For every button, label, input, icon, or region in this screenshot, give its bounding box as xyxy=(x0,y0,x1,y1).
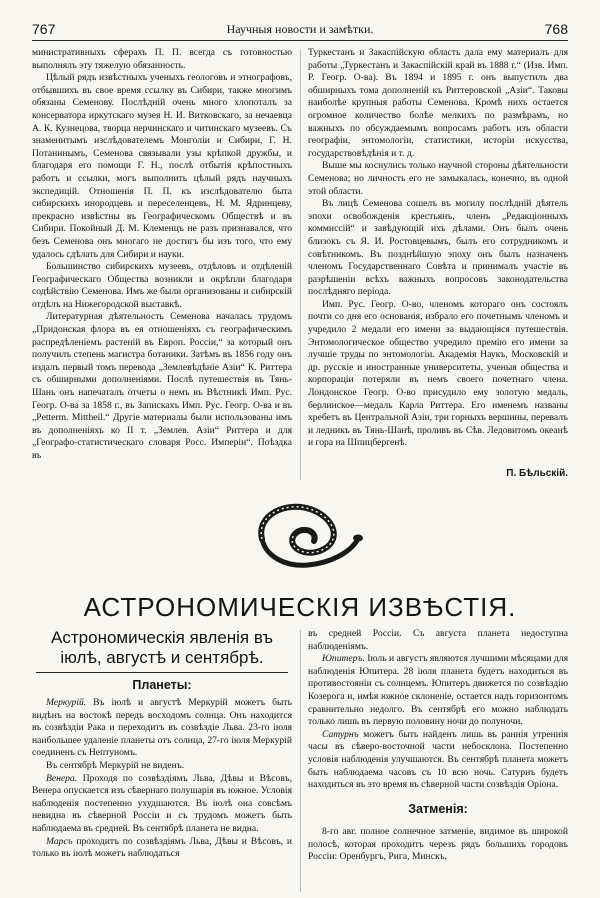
paragraph: Выше мы коснулись только научной стороны дѣятельности Семенова; но личность его не замыкалась, конечно, въ одной этой области. xyxy=(308,160,568,197)
paragraph: Литературная дѣятельность Семенова началась трудомъ „Придонская флора въ ея отношеніяхъ съ географическимъ распредѣленіемъ растеній въ Европ. Россіи,“ за который онъ получилъ степень магистра ботаники. Затѣмъ въ 1856 году онъ издалъ первый томъ перевода „Землевѣдѣніе Азіи“ К. Риттера съ обширными дополненіями. Послѣ путешествія въ Тянь-Шань онъ напечаталъ отчеты о немъ въ Вѣстникѣ Имп. Рус. Геогр. О-ва за 1858 г., въ Запискахъ Имп. Рус. Геогр. О-ва и въ „Petterm. Mittheil.“ Другіе материалы были использованы имъ въ дополненіяхъ ко II т. „Землев. Азіи“ Риттера и для „Географо-статистическаго словаря Росс. Имперіи“. Поѣздка въ xyxy=(32,311,292,461)
running-title: Научныя новости и замѣтки. xyxy=(226,22,374,36)
page-number-left: 767 xyxy=(32,21,56,37)
article-title: Астрономическія явленія въ іюлѣ, августѣ и сентябрѣ. xyxy=(51,628,273,667)
top-column-left xyxy=(32,47,292,487)
subhead-planets: Планеты: xyxy=(132,678,192,692)
paragraph: Юпитеръ. Іюль и августъ являются лучшими мѣсяцами для наблюденія Юпитера. 28 іюля планета будетъ находиться въ противостояніи съ солнцемъ. Юпитеръ движется по созвѣздію Козерога и, имѣя южное склоненіе, остается надъ горизонтомъ сравнительно недолго. Въ сентябрѣ его можно наблюдать только лишь въ первую половину ночи до полуночи. xyxy=(308,653,568,728)
planet-name: Венера. xyxy=(46,772,78,784)
paragraph: министративныхъ сферахъ П. П. всегда съ готовностью выполнялъ эту тяжелую обязанность. xyxy=(32,47,292,71)
eclipse-column xyxy=(308,826,568,896)
paragraph: Марсъ проходитъ по созвѣздіямъ Льва, Дѣвы и Вѣсовъ, и только въ іюлѣ можетъ наблюдаться xyxy=(32,835,292,860)
planet-name: Марсъ xyxy=(46,835,73,847)
planet-name: Юпитеръ. xyxy=(322,653,365,665)
column-divider xyxy=(300,50,301,480)
paragraph: Меркурій. Въ іюлѣ и августѣ Меркурій можетъ быть видѣнъ на востокѣ передъ восходомъ солнца. Онъ находится въ созвѣздіи Рака и переходитъ въ созвѣздіе Льва. 23-го іюля наибольшее удаленіе планеты отъ солнца, 27-го іюля Меркурій соединенъ съ Нептуномъ. xyxy=(32,697,292,759)
paragraph: Въ лицѣ Семенова сошелъ въ могилу послѣдній дѣятель эпохи освобожденія крестьянъ, членъ „Редакціонныхъ коммиссій“ и завѣдующій ихъ дѣлами. Онъ былъ очень близокъ съ Я. И. Ростовцевымъ, былъ его сотрудникомъ и совѣтникомъ. Въ позднѣйшую эпоху онъ былъ назначенъ членомъ Государственнаго Совѣта и принималъ участіе въ разрѣшеніи всѣхъ важныхъ вопросовъ законодательства послѣдняго періода. xyxy=(308,198,568,298)
paragraph: Въ сентябрѣ Меркурій не виденъ. xyxy=(46,759,185,771)
top-column-right xyxy=(308,47,568,477)
paragraph: 8-го авг. полное солнечное затменіе, видимое въ широкой полосѣ, которая проходитъ черезъ рядъ большихъ городовъ Россіи: Оренбургъ, Рига, Минскъ, xyxy=(308,826,568,863)
page-number-right: 768 xyxy=(544,21,568,37)
planets-column-continued xyxy=(308,628,568,790)
subhead-eclipses: Затменія: xyxy=(408,802,468,816)
paragraph: Сатурнъ можетъ быть найденъ лишь въ раннія утреннія часы въ сѣверо-восточной части небосклона. Постепенно условія наблюденія улучшаются. Въ сентябрѣ планета можетъ быть наблюдаема часовъ съ 10 всю ночь. Сатурнъ будетъ находиться въ это время въ сѣверной части созвѣздія Оріона. xyxy=(308,728,568,790)
paragraph: въ средней Россіи. Съ августа планета недоступна наблюденіямъ. xyxy=(308,628,568,652)
section-title: АСТРОНОМИЧЕСКІЯ ИЗВѢСТІЯ. xyxy=(83,592,517,622)
title-underline xyxy=(36,672,288,673)
paragraph: Венера. Проходя по созвѣздіямъ Льва, Дѣвы и Вѣсовъ, Венера опускается изъ сѣвернаго полушарія въ южное. Условія наблюденія постепенно ухудшаются. Въ іюлѣ она совсѣмъ невидна въ сѣверной Россіи и съ трудомъ можетъ быть наблюдаема въ средней. Въ сентябрѣ планета не видна. xyxy=(32,772,292,834)
running-header xyxy=(32,20,568,41)
planet-name: Сатурнъ xyxy=(322,728,359,740)
snake-ornament-icon xyxy=(246,495,364,575)
planets-column xyxy=(32,697,292,893)
paragraph: Имп. Рус. Геогр. О-во, членомъ котораго онъ состоялъ почти со дня его основанія, избрало его почетнымъ членомъ и учредило 2 медали его имени за выдающіяся путешествія. Энтомологическое общество учредило премію его имени за лучшіе труды по энтомологіи. Академія Наукъ, Московскій и др. русскіе и иностранные университеты, ученыя общества и корпораціи потеряли въ немъ своего почетнаго члена. Лондонское Геогр. О-во присудило ему золотую медаль, берлинское—медаль Карла Риттера. Его именемъ названы хребетъ въ Центральной Азіи, три горныхъ вершины, перевалъ и ледникъ въ Тянь-Шанѣ, проливъ въ Сѣв. Ледовитомъ океанѣ и гора на Шпицбергенѣ. xyxy=(308,298,568,449)
author-signature: П. Бѣльскій. xyxy=(506,468,568,479)
planet-name: Меркурій. xyxy=(46,697,87,708)
column-divider xyxy=(300,630,301,892)
paragraph: Цѣлый рядъ извѣстныхъ ученыхъ геологовъ и этнографовъ, отбывшихъ въ свое время ссылку въ Сибири, также многимъ обязаны Семенову. Послѣдній очень много хлопоталъ за консерватора иркутскаго музея Н. И. Витковскаго, за нечаевца А. К. Кузнецова, творца нерчинскаго и читинскаго музеевъ. Съ знаменитымъ изслѣдователемъ Монголіи и Сибири, Г. Н. Потанинымъ, Семенова связывали узы крѣпкой дружбы, и благодаря его помощи Г. Н., послѣ отбытія крѣпостныхъ работъ и ссылки, могъ выполнить цѣлый рядъ научныхъ экспедицій. Отношенія П. П. къ изслѣдователю быта сибирскихъ инородцевъ и переселенцевъ, Н. М. Ядринцеву, прекрасно извѣстны въ Географическомъ Обществѣ и въ Сибири. Покойный Д. М. Клеменцъ не разъ признавался, что безъ Семенова онъ многаго не достигъ бы изъ того, что ему удалось сдѣлать для Сибири и науки. xyxy=(32,72,292,260)
paragraph: Туркестанъ и Закаспійскую область дала ему материалъ для работы „Туркестанъ и Закаспійскій край въ 1888 г.“ (Изв. Имп. Р. Геогр. О-ва). Въ 1894 и 1895 г. онъ выпустилъ два обширныхъ тома дополненій къ Риттеровской „Азіи“. Таковы наиболѣе крупныя работы Семенова. Кромѣ нихъ остается огромное количество болѣе мелкихъ по размѣрамъ, но важныхъ по обсуждаемымъ вопросамъ работъ изъ области географіи, энтомологіи, статистики, исторіи искусства, государствовѣдѣнія и т. д. xyxy=(308,47,568,159)
paragraph: Большинство сибирскихъ музеевъ, отдѣловъ и отдѣленій Географическаго Общества возникли и окрѣпли благодаря содѣйствію Семенова. Имъ же были организованы и сибирскій отдѣлъ на Нижегородской выставкѣ. xyxy=(32,261,292,310)
